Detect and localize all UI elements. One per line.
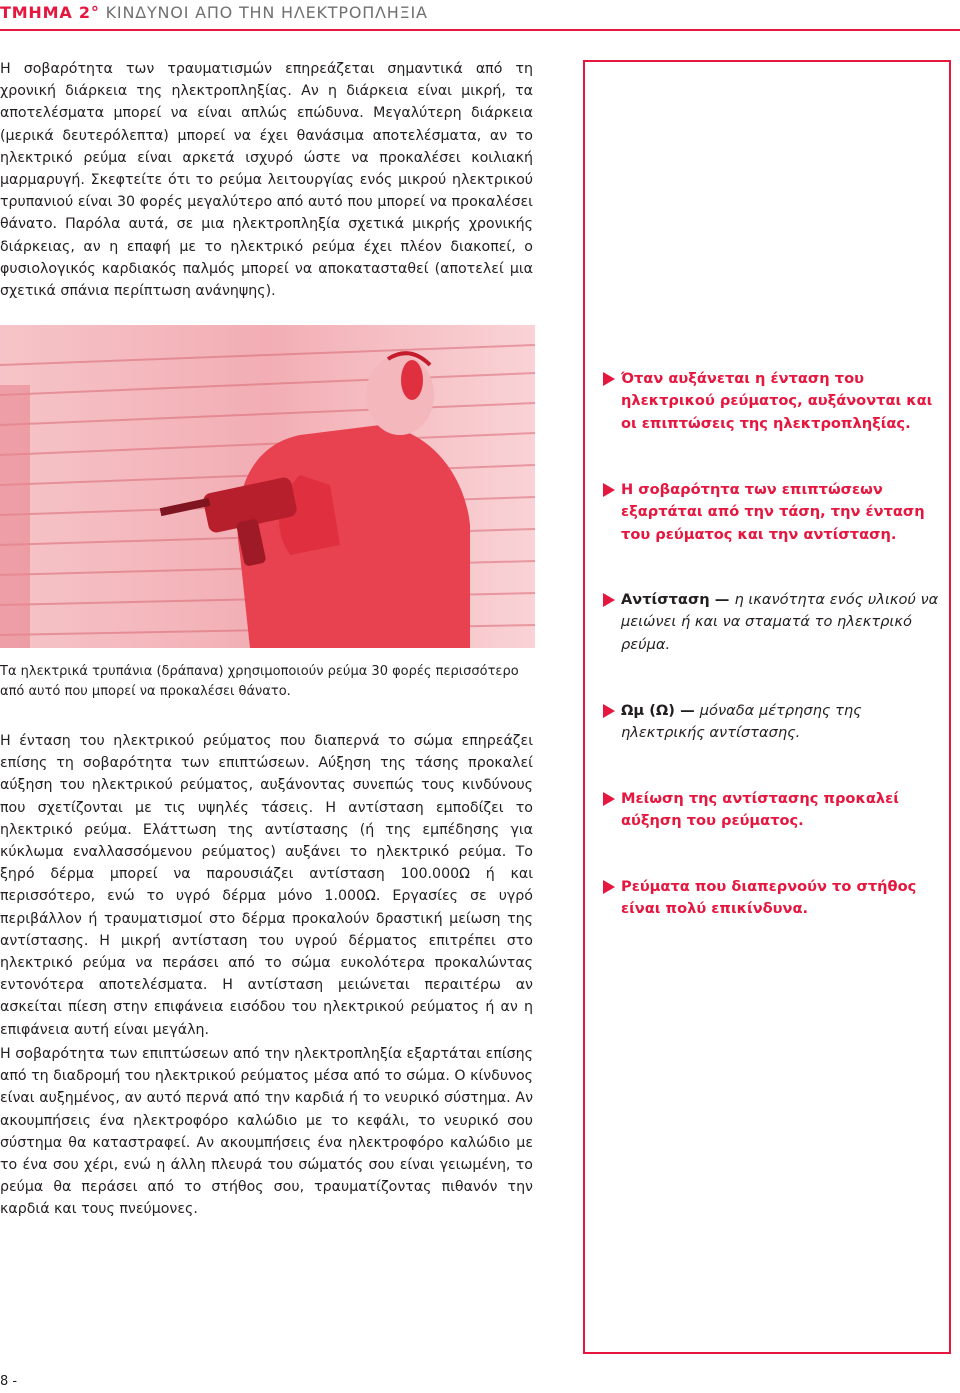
sidebar-note-2 bbox=[603, 479, 943, 546]
note-text: Ρεύματα που διαπερνούν το στήθος είναι πολύ επικίνδυνα. bbox=[621, 878, 917, 918]
definition-dash: — bbox=[714, 591, 730, 608]
paragraph-text: Η σοβαρότητα των τραυματισμών επηρεάζεται σημαντικά από τη χρονική διάρκεια της ηλεκτροπληξίας. Αν η διάρκεια είναι μικρή, τα αποτελέσματα μπορεί να είναι απλώς επώδυνα. Μεγαλύτερη διάρκεια (μερικά δευτερόλεπτα) μπορεί να έχει θανάσιμα αποτελέσματα, αν το ηλεκτρικό ρεύμα είναι αρκετά ισχυρό ώστε να προκαλέσει κοιλιακή μαρμαρυγή. Σκεφτείτε ότι το ρεύμα λειτουργίας ενός μικρού ηλεκτρικού τρυπανιού είναι 30 φορές μεγαλύτερο από αυτό που μπορεί να προκαλέσει θάνατο. Παρόλα αυτά, σε μια ηλεκτροπληξία σχετικά μικρής χρονικής διάρκειας, αν η επαφή με το ηλεκτρικό ρεύμα έχει πλέον διακοπεί, ο φυσιολογικός καρδιακός παλμός μπορεί να αποκατασταθεί (αποτελεί μια σχετικά σπάνια περίπτωση ανάνηψης). bbox=[0, 61, 533, 300]
triangle-bullet-icon bbox=[603, 792, 615, 806]
body-paragraph-1 bbox=[0, 58, 533, 302]
drill-photo bbox=[0, 325, 535, 648]
drill-photo-illustration bbox=[0, 325, 535, 648]
header-rule bbox=[0, 29, 960, 31]
definition-term: Αντίσταση bbox=[621, 591, 710, 608]
sidebar-definition-resistance bbox=[603, 589, 943, 656]
body-paragraph-2 bbox=[0, 730, 533, 1041]
triangle-bullet-icon bbox=[603, 372, 615, 386]
paragraph-text: Η ένταση του ηλεκτρικού ρεύματος που διαπερνά το σώμα επηρεάζει επίσης τη σοβαρότητα των επιπτώσεων. Αύξηση της τάσης προκαλεί αύξηση του ηλεκτρικού ρεύματος, αυξάνοντας συνεπώς τους κινδύνους που σχετίζονται με τις υψηλές τάσεις. Η αντίσταση εμποδίζει το ηλεκτρικό ρεύμα. Ελάττωση της αντίστασης (ή της εμπέδησης για κύκλωμα εναλλασσόμενου ρεύματος) αυξάνει το ηλεκτρικό ρεύμα. Το ξηρό δέρμα μπορεί να παρουσιάζει αντίσταση 100.000Ω ή και περισσότερο, ενώ το υγρό δέρμα μόνο 1.000Ω. Εργασίες σε υγρό περιβάλλον ή τραυματισμοί στο δέρμα προκαλούν δραστική μείωση της αντίστασης. Η μικρή αντίσταση του υγρού δέρματος επιτρέπει στο ηλεκτρικό ρεύμα να περάσει από το σώμα ευκολότερα προκαλώντας εντονότερα αποτελέσματα. Η αντίσταση μειώνεται περαιτέρω αν ασκείται πίεση στην επιφάνεια εισόδου του ηλεκτρικού ρεύματος ή αν η επιφάνεια αυτή είναι μεγάλη. bbox=[0, 733, 533, 1038]
note-text: Η σοβαρότητα των επιπτώσεων εξαρτάται από την τάση, την ένταση του ρεύματος και την αντίσταση. bbox=[621, 481, 925, 543]
note-text: Μείωση της αντίστασης προκαλεί αύξηση του ρεύματος. bbox=[621, 790, 899, 830]
sidebar-definition-ohm bbox=[603, 700, 943, 745]
page-number: 8 - bbox=[0, 1374, 18, 1389]
body-paragraph-3 bbox=[0, 1043, 533, 1221]
triangle-bullet-icon bbox=[603, 880, 615, 894]
triangle-bullet-icon bbox=[603, 704, 615, 718]
triangle-bullet-icon bbox=[603, 483, 615, 497]
worker-head bbox=[366, 355, 434, 435]
worker-body bbox=[238, 425, 471, 648]
ear-protector bbox=[401, 360, 423, 400]
section-label bbox=[0, 3, 428, 22]
section-number: ΤΜΗΜΑ 2° bbox=[0, 3, 100, 22]
definition-text bbox=[621, 700, 943, 745]
definition-description: η ικανότητα ενός υλικού να μειώνει ή και να σταματά το ηλεκτρικό ρεύμα. bbox=[621, 591, 939, 653]
note-text: Όταν αυξάνεται η ένταση του ηλεκτρικού ρεύματος, αυξάνονται και οι επιπτώσεις της ηλεκτροπληξίας. bbox=[621, 370, 933, 432]
page-header bbox=[0, 0, 960, 30]
sidebar-note-1 bbox=[603, 368, 943, 435]
shutter-edge bbox=[0, 385, 30, 648]
section-title: ΚΙΝΔΥΝΟΙ ΑΠΟ ΤΗΝ ΗΛΕΚΤΡΟΠΛΗΞΙΑ bbox=[105, 3, 428, 22]
sidebar-note-4 bbox=[603, 876, 943, 921]
photo-caption: Τα ηλεκτρικά τρυπάνια (δράπανα) χρησιμοποιούν ρεύμα 30 φορές περισσότερο από αυτό που μπορεί να προκαλέσει θάνατο. bbox=[0, 664, 519, 699]
definition-description: μόναδα μέτρησης της ηλεκτρικής αντίστασης. bbox=[621, 702, 862, 742]
definition-dash: — bbox=[680, 702, 695, 719]
triangle-bullet-icon bbox=[603, 593, 615, 607]
paragraph-text: Η σοβαρότητα των επιπτώσεων από την ηλεκτροπληξία εξαρτάται επίσης από τη διαδρομή του ηλεκτρικού ρεύματος μέσα από το σώμα. Ο κίνδυνος είναι αυξημένος, αν αυτό περνά από την καρδιά ή το νευρικό σύστημα. Αν ακουμπήσεις ένα ηλεκτροφόρο καλώδιο με το κεφάλι, το νευρικό σου σύστημα θα καταστραφεί. Αν ακουμπήσεις ένα ηλεκτροφόρο καλώδιο με το ένα σου χέρι, ενώ η άλλη πλευρά του σώματός σου είναι γειωμένη, το ρεύμα θα περάσει από το στήθος σου, τραυματίζοντας πιθανόν την καρδιά και τους πνεύμονες. bbox=[0, 1046, 533, 1218]
sidebar-note-3 bbox=[603, 788, 943, 833]
definition-term: Ωμ (Ω) bbox=[621, 702, 675, 719]
definition-text bbox=[621, 589, 943, 656]
